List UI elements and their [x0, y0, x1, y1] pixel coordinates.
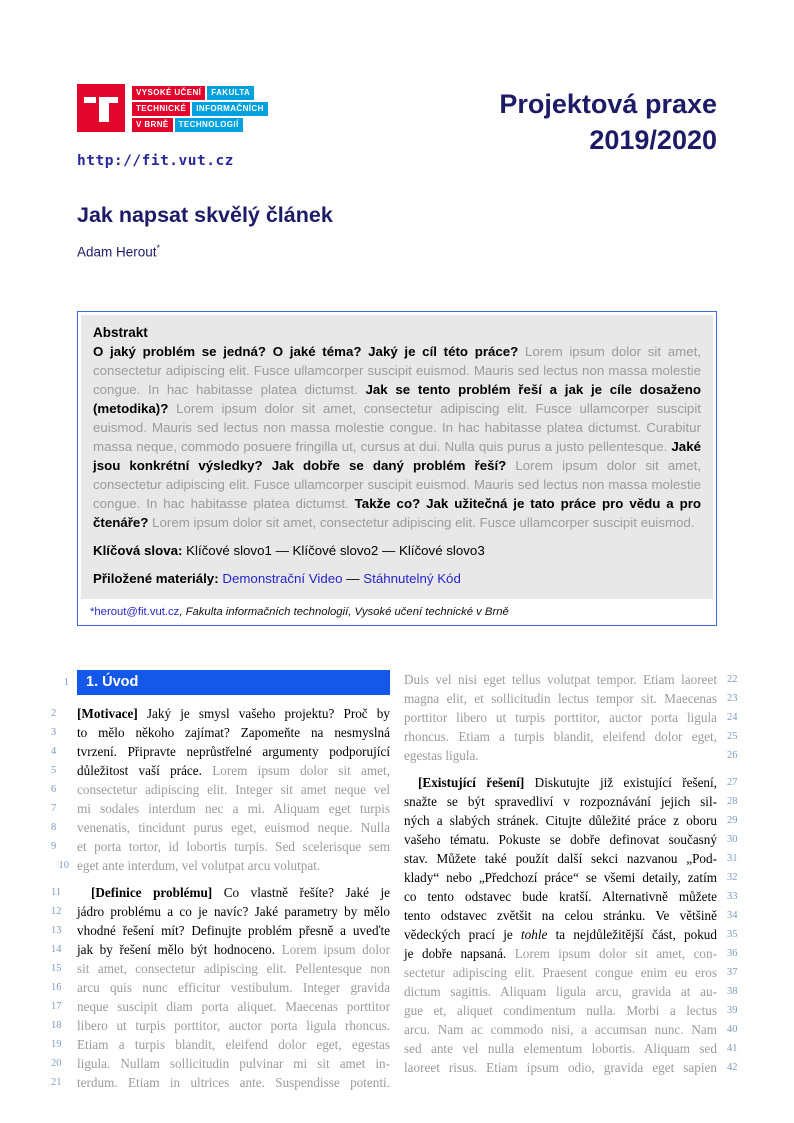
text-segment: důležitost vaší práce.	[77, 762, 202, 778]
material-link[interactable]: Stáhnutelný Kód	[363, 570, 461, 586]
text-segment: Duis vel nisi eget tellus volutpat tempor. Etiam laoreet	[404, 671, 717, 687]
text-segment: [Definice problému]	[91, 884, 213, 900]
line-number: 33	[727, 890, 738, 902]
logo-row	[132, 118, 268, 132]
text-segment: neque suscipit diam porta aliquet. Maecenas porttitor	[77, 998, 390, 1014]
line-number: 17	[51, 1000, 62, 1012]
logo-text-red: V BRNĚ	[132, 118, 173, 132]
line-number: 22	[727, 673, 738, 685]
author-name-text: Adam Herout	[77, 244, 157, 260]
text-segment: terdum. Etiam in ultrices ante. Suspendisse potenti.	[77, 1074, 390, 1090]
text-segment: jádro problému a co je navíc? Jaké parametry by mělo	[77, 903, 390, 919]
text-segment: arcu. Nam ac commodo nisi, a accumsan nunc. Nam	[404, 1021, 717, 1037]
line-number: 23	[727, 692, 738, 704]
line-number: 1	[63, 676, 69, 688]
line-number: 37	[727, 966, 738, 978]
text-line	[404, 906, 738, 925]
article-title: Jak napsat skvělý článek	[77, 203, 333, 227]
line-number: 30	[727, 833, 738, 845]
vut-logo-mark-icon	[77, 84, 125, 132]
materials-line	[93, 570, 701, 588]
line-number: 6	[51, 783, 57, 795]
text-line	[51, 761, 390, 780]
text-line	[51, 723, 390, 742]
text-segment: eget ante interdum, vel volutpat arcu volutpat.	[77, 857, 321, 873]
text-segment: ligula. Nullam sollicitudin pulvinar mi sit amet in-	[77, 1055, 390, 1071]
keywords-line	[93, 542, 701, 560]
text-segment: sed ante vel nulla elementum lobortis. Aliquam sed	[404, 1040, 717, 1056]
text-segment: to mělo někoho zajímat? Zapomeňte na nesmyslná	[77, 724, 390, 740]
text-line	[58, 856, 390, 875]
text-line	[51, 1016, 390, 1035]
text-line	[404, 773, 738, 792]
text-segment: gue et, aliquet condimentum nulla. Morbi a lectus	[404, 1002, 717, 1018]
text-segment: co tento odstavec bude kratší. Alternativně můžete	[404, 888, 717, 904]
line-number: 3	[51, 726, 57, 738]
text-segment: Diskutujte již existující řešení,	[524, 774, 717, 790]
material-link[interactable]: Demonstrační Video	[222, 570, 343, 586]
line-number: 14	[51, 943, 62, 955]
line-number: 13	[51, 924, 62, 936]
text-line	[404, 982, 738, 1001]
abstract-segment: Takže co? Jak užitečná je tato práce pro vědu a pro čtenáře?	[93, 495, 701, 530]
line-number: 5	[51, 764, 57, 776]
text-segment: dictum sagittis. Aliquam ligula arcu, gravida at au-	[404, 983, 717, 999]
text-segment: laoreet risus. Etiam ipsum odio, gravida eget sapien	[404, 1059, 717, 1075]
text-line	[404, 963, 738, 982]
text-line	[404, 849, 738, 868]
brand-block	[77, 84, 268, 170]
abstract-text	[93, 342, 701, 532]
line-number: 16	[51, 981, 62, 993]
line-number: 7	[51, 802, 57, 814]
line-number: 27	[727, 776, 738, 788]
text-segment: magna elit, et sollicitudin lectus tempor sit. Maecenas	[404, 690, 717, 706]
text-segment: Etiam a turpis blandit, eleifend dolor eget, egestas	[77, 1036, 390, 1052]
text-line	[51, 799, 390, 818]
line-number: 28	[727, 795, 738, 807]
line-number: 36	[727, 947, 738, 959]
text-segment: Lorem ipsum dolor	[275, 941, 390, 957]
text-segment: ta nejdůležitější část, pokud	[547, 926, 717, 942]
text-segment: [Motivace]	[77, 705, 138, 721]
keywords-value: Klíčové slovo1 — Klíčové slovo2 — Klíčové slovo3	[186, 542, 485, 558]
line-number: 8	[51, 821, 57, 833]
text-segment: tento odstavec zvětšit na celou stránku. Ve většině	[404, 907, 717, 923]
keywords-label: Klíčová slova:	[93, 542, 183, 558]
text-line	[51, 940, 390, 959]
line-number: 10	[58, 859, 69, 871]
logo-text-rows	[132, 84, 268, 134]
text-line	[404, 708, 738, 727]
logo-text-blue: FAKULTA	[207, 86, 254, 100]
text-segment: Lorem ipsum dolor sit amet,	[201, 762, 390, 778]
text-segment: vhodné řešení mít? Definujte problém přesně a uveďte	[77, 922, 390, 938]
line-number: 25	[727, 730, 738, 742]
line-number: 26	[727, 749, 738, 761]
author-footnote	[81, 599, 713, 622]
line-number: 15	[51, 962, 62, 974]
text-line	[51, 959, 390, 978]
text-segment: rhoncus. Etiam a turpis blandit, eleifend dolor eget,	[404, 728, 717, 744]
abstract-segment: Jak se tento problém řeší a jak je cíle dosaženo (metodika)?	[93, 381, 701, 416]
text-segment: tohle	[521, 926, 548, 942]
text-segment: je dobře napsaná.	[404, 945, 507, 961]
text-segment: et porta tortor, id lobortis turpis. Sed scelerisque sem	[77, 838, 390, 854]
line-number: 32	[727, 871, 738, 883]
text-line	[51, 837, 390, 856]
logo-text-blue: TECHNOLOGIÍ	[175, 118, 243, 132]
materials-links: Demonstrační Video — Stáhnutelný Kód	[222, 570, 461, 586]
text-line	[404, 887, 738, 906]
abstract-segment: Jaké jsou konkrétní výsledky? Jak dobře se daný problém řeší?	[93, 438, 701, 473]
author-affiliation: , Fakulta informačních technologií, Vysoké učení technické v Brně	[179, 605, 509, 618]
text-line	[51, 902, 390, 921]
text-segment: Lorem ipsum dolor sit amet, con-	[506, 945, 717, 961]
text-segment: vědeckých prací je	[404, 926, 522, 942]
abstract-segment: O jaký problém se jedná? O jaké téma? Jaký je cíl této práce?	[93, 343, 525, 359]
text-line	[404, 689, 738, 708]
line-number: 34	[727, 909, 738, 921]
text-line	[404, 811, 738, 830]
logo-text-red: TECHNICKÉ	[132, 102, 190, 116]
line-number: 21	[51, 1076, 62, 1088]
text-line	[404, 868, 738, 887]
right-column	[404, 670, 738, 1092]
text-segment: Jaký je smysl vašeho projektu? Proč by	[137, 705, 390, 721]
course-title-line2: 2019/2020	[589, 125, 717, 155]
logo-row	[132, 102, 268, 116]
text-line	[51, 742, 390, 761]
line-number: 18	[51, 1019, 62, 1031]
line-number: 24	[727, 711, 738, 723]
line-number: 4	[51, 745, 57, 757]
text-line	[51, 1054, 390, 1073]
line-number: 2	[51, 707, 57, 719]
abstract-segment: Lorem ipsum dolor sit amet, consectetur adipiscing elit. Fusce ullamcorper suscipit euismod.	[152, 514, 695, 530]
materials-label: Přiložené materiály:	[93, 570, 219, 586]
line-number: 42	[727, 1061, 738, 1073]
text-segment: klady“ nebo „Předchozí práce“ se všemi detaily, zatím	[404, 869, 717, 885]
text-line	[404, 792, 738, 811]
abstract-heading: Abstrakt	[93, 324, 148, 340]
author-email-link[interactable]: *herout@fit.vut.cz	[90, 605, 180, 618]
author-name	[77, 243, 717, 260]
text-line	[404, 727, 738, 746]
text-line	[404, 1039, 738, 1058]
abstract-box	[77, 311, 717, 626]
section-heading: 1. Úvod	[77, 670, 390, 695]
line-number: 38	[727, 985, 738, 997]
text-line	[404, 1058, 738, 1077]
page-header	[77, 84, 717, 170]
line-number: 20	[51, 1057, 62, 1069]
text-segment: consectetur adipiscing elit. Integer sit amet neque vel	[77, 781, 390, 797]
text-line	[404, 944, 738, 963]
text-line	[51, 780, 390, 799]
text-segment: mi sodales interdum nec a mi. Aliquam eget turpis	[77, 800, 390, 816]
text-line	[51, 997, 390, 1016]
abstract-segment: Lorem ipsum dolor sit amet, consectetur adipiscing elit. Fusce ullamcorper suscipit euismod. Mauris sed lectus non massa molestie congue. In hac habitasse platea dictumst. Curabitur massa neque, commodo posuere fringilla ut, cursus at dui. Nulla quis purus a justo pellentesque.	[93, 400, 701, 454]
line-number: 31	[727, 852, 738, 864]
text-line	[404, 830, 738, 849]
text-segment: snažte se být spravedliví v rozpoznávání jejich sil-	[404, 793, 717, 809]
text-segment: tvrzení. Připravte neprůstřelné argumenty podporující	[77, 743, 390, 759]
course-title-line1: Projektová praxe	[499, 89, 717, 119]
line-number: 40	[727, 1023, 738, 1035]
text-segment: libero ut turpis porttitor, auctor porta ligula rhoncus.	[77, 1017, 390, 1033]
text-segment: sectetur adipiscing elit. Praesent congue enim eu eros	[404, 964, 717, 980]
text-line	[51, 1035, 390, 1054]
line-number: 19	[51, 1038, 62, 1050]
text-line	[51, 818, 390, 837]
text-line	[404, 1020, 738, 1039]
line-number: 29	[727, 814, 738, 826]
text-segment: porttitor libero ut turpis porttitor, auctor porta ligula	[404, 709, 717, 725]
article-body	[51, 670, 738, 1092]
text-segment: ných a slabých stránek. Citujte důležité práce z oboru	[404, 812, 717, 828]
course-title	[499, 86, 717, 158]
vut-fit-logo	[77, 84, 268, 134]
text-segment: arcu quis nunc efficitur vestibulum. Integer gravida	[77, 979, 390, 995]
line-number: 12	[51, 905, 62, 917]
text-line	[51, 704, 390, 723]
text-line	[404, 670, 738, 689]
text-line	[404, 1001, 738, 1020]
line-number: 35	[727, 928, 738, 940]
line-number: 39	[727, 1004, 738, 1016]
text-line	[404, 746, 738, 765]
text-line	[404, 925, 738, 944]
fit-url-link[interactable]: http://fit.vut.cz	[77, 153, 234, 169]
text-segment: [Existující řešení]	[418, 774, 525, 790]
section-heading-line	[63, 670, 390, 695]
logo-row	[132, 86, 268, 100]
line-number: 9	[51, 840, 57, 852]
logo-text-blue: INFORMAČNÍCH	[192, 102, 267, 116]
text-segment: vašeho tématu. Pokuste se dobře definovat současný	[404, 831, 717, 847]
text-segment: jak by řešení mělo být hodnoceno.	[77, 941, 276, 957]
text-segment: sit amet, consectetur adipiscing elit. Pellentesque non	[77, 960, 390, 976]
text-line	[51, 1073, 390, 1092]
author-footnote-marker: *	[156, 243, 161, 253]
text-segment: egestas ligula.	[404, 747, 479, 763]
text-segment: stav. Můžete také použít další sekci nazvanou „Pod-	[404, 850, 717, 866]
text-line	[51, 883, 390, 902]
line-number: 11	[51, 886, 62, 898]
text-segment: venenatis, tincidunt purus eget, euismod neque. Nulla	[77, 819, 390, 835]
line-number: 41	[727, 1042, 738, 1054]
left-column	[51, 670, 390, 1092]
logo-text-red: VYSOKÉ UČENÍ	[132, 86, 205, 100]
abstract-segment: Lorem ipsum dolor sit amet, consectetur adipiscing elit. Fusce ullamcorper suscipit euismod. Mauris sed lectus non massa molestie congue. In hac habitasse platea dictumst.	[93, 457, 701, 511]
text-line	[51, 978, 390, 997]
text-line	[51, 921, 390, 940]
abstract-segment: Lorem ipsum dolor sit amet, consectetur adipiscing elit. Fusce ullamcorper suscipit euismod. Mauris sed lectus non massa molestie congue. In hac habitasse platea dictumst.	[93, 343, 701, 397]
abstract-area	[81, 315, 713, 599]
text-segment: Co vlastně řešíte? Jaké je	[212, 884, 390, 900]
